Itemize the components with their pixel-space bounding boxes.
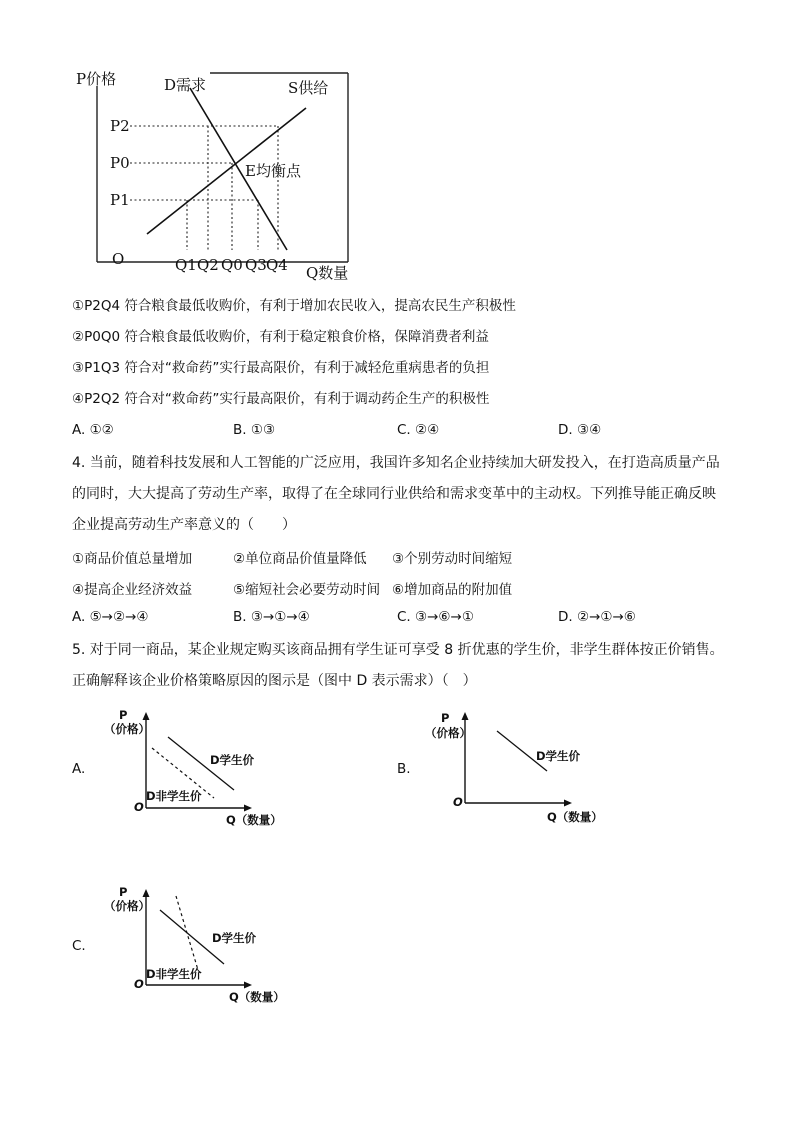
- q4-item-6: ⑥增加商品的附加值: [392, 582, 513, 598]
- q3-option-b[interactable]: B. ①③: [233, 422, 276, 438]
- q4-item-1: ①商品价值总量增加: [72, 551, 193, 567]
- q4-item-2: ②单位商品价值量降低: [233, 551, 367, 567]
- q4-stem-line-2: 的同时，大大提高了劳动生产率，取得了在全球同行业供给和需求变革中的主动权。下列推导能正确反映: [72, 486, 716, 502]
- origin-label: O: [112, 250, 125, 268]
- graph-c-p-label: P: [119, 885, 128, 899]
- graph-b-p-label: P: [441, 711, 450, 725]
- graph-c-origin: O: [134, 977, 144, 991]
- graph-a-nonstudent-label: D非学生价: [146, 789, 202, 803]
- graph-b-q-label: Q（数量）: [547, 810, 603, 824]
- q5-option-a-label[interactable]: A.: [72, 761, 86, 777]
- q0-label: Q0: [221, 256, 243, 274]
- graph-a-student-label: D学生价: [210, 753, 255, 767]
- q5-option-b-label[interactable]: B.: [397, 761, 411, 777]
- q4-option-d[interactable]: D. ②→①→⑥: [558, 609, 636, 625]
- p0-label: P0: [110, 154, 130, 172]
- graph-c-q-label: Q（数量）: [229, 990, 285, 1004]
- q1-label: Q1: [175, 256, 197, 274]
- q4-option-c[interactable]: C. ③→⑥→①: [397, 609, 474, 625]
- q3-statement-4: ④P2Q2 符合对“救命药”实行最高限价，有利于调动药企生产的积极性: [72, 391, 490, 407]
- graph-b-origin: O: [453, 795, 463, 809]
- p2-label: P2: [110, 117, 130, 135]
- x-axis-label: Q数量: [306, 264, 349, 282]
- p1-label: P1: [110, 191, 130, 209]
- graph-c-nonstudent-label: D非学生价: [146, 967, 202, 981]
- q4-item-3: ③个别劳动时间缩短: [392, 551, 513, 567]
- graph-c-x-arrow: [244, 982, 252, 989]
- q4-stem-line-1: 4. 当前，随着科技发展和人工智能的广泛应用，我国许多知名企业持续加大研发投入，在打造高质量产品: [72, 455, 720, 471]
- q3-statement-2: ②P0Q0 符合粮食最低收购价，有利于稳定粮食价格，保障消费者利益: [72, 329, 489, 345]
- q4-item-4: ④提高企业经济效益: [72, 582, 193, 598]
- graph-a-p-label: P: [119, 708, 128, 722]
- equilibrium-label: E均衡点: [245, 162, 301, 180]
- q3-statement-1: ①P2Q4 符合粮食最低收购价，有利于增加农民收入，提高农民生产积极性: [72, 298, 516, 314]
- q4-option-b[interactable]: B. ③→①→④: [233, 609, 310, 625]
- graph-a-origin: O: [134, 800, 144, 814]
- graph-c-nonstudent-curve: [176, 896, 198, 970]
- q2-label: Q2: [197, 256, 219, 274]
- graph-c-y-arrow: [143, 889, 150, 897]
- supply-label: S供给: [288, 79, 329, 97]
- q4-label: Q4: [266, 256, 288, 274]
- graph-c-price-label: （价格）: [104, 899, 150, 913]
- q3-option-d[interactable]: D. ③④: [558, 422, 602, 438]
- q5-option-c-label[interactable]: C.: [72, 938, 86, 954]
- graph-a-price-label: （价格）: [104, 722, 150, 736]
- q3-label: Q3: [245, 256, 267, 274]
- graph-b-student-label: D学生价: [536, 749, 581, 763]
- q3-option-c[interactable]: C. ②④: [397, 422, 440, 438]
- graph-a-q-label: Q（数量）: [226, 813, 282, 827]
- q4-stem-line-3: 企业提高劳动生产率意义的（ ）: [72, 517, 296, 533]
- graph-b-price-label: （价格）: [425, 726, 471, 740]
- graph-c-student-label: D学生价: [212, 931, 257, 945]
- y-axis-label: P价格: [76, 70, 117, 88]
- q4-option-a[interactable]: A. ⑤→②→④: [72, 609, 149, 625]
- q5-stem-line-1: 5. 对于同一商品，某企业规定购买该商品拥有学生证可享受 8 折优惠的学生价，非学生群体按正价销售。: [72, 642, 724, 658]
- demand-label: D需求: [164, 76, 207, 94]
- q3-option-a[interactable]: A. ①②: [72, 422, 114, 438]
- q3-statement-3: ③P1Q3 符合对“救命药”实行最高限价，有利于减轻危重病患者的负担: [72, 360, 490, 376]
- q4-item-5: ⑤缩短社会必要劳动时间: [233, 582, 381, 598]
- q5-stem-line-2: 正确解释该企业价格策略原因的图示是（图中 D 表示需求）（ ）: [72, 673, 477, 689]
